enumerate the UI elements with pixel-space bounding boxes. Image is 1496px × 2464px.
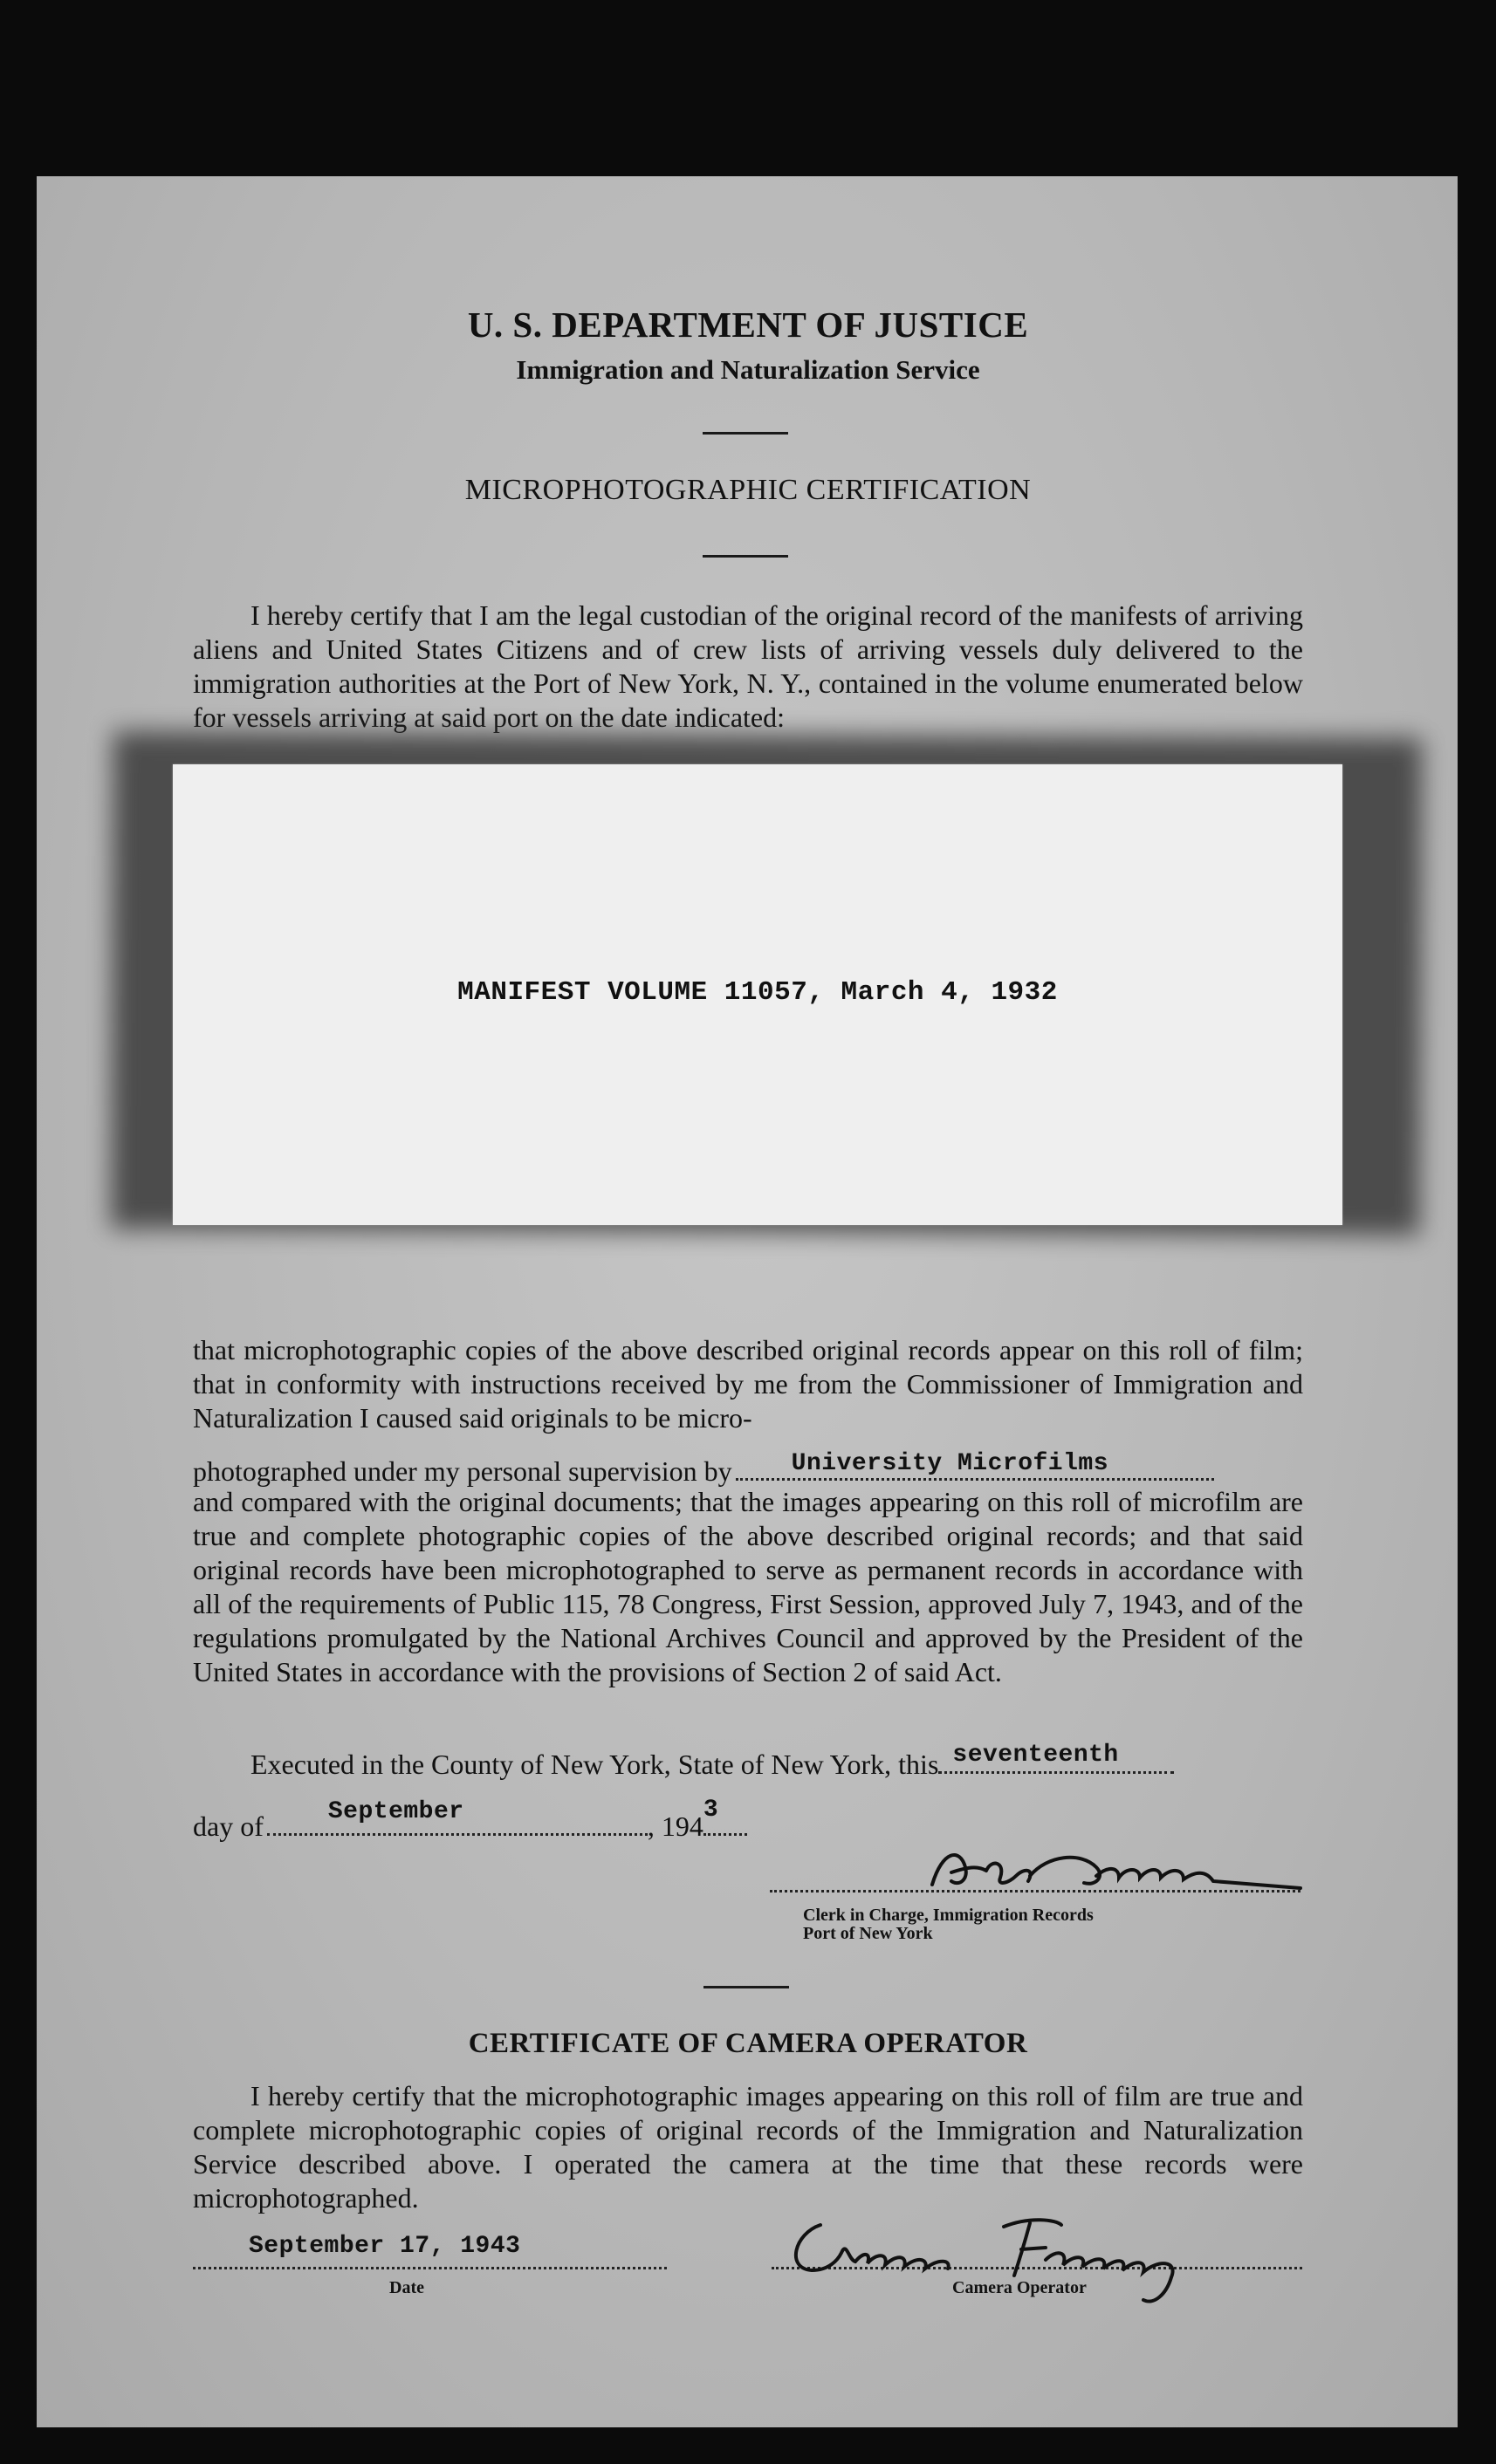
day-of-label: day of <box>193 1810 264 1842</box>
day-of-line <box>193 1797 747 1844</box>
photographed-by-field <box>736 1452 1214 1481</box>
manifest-volume-text: MANIFEST VOLUME 11057, March 4, 1932 <box>457 977 1058 1008</box>
header-divider <box>703 432 788 435</box>
month-field <box>267 1798 648 1836</box>
executed-label: Executed in the County of New York, State of New York, this <box>250 1749 939 1780</box>
intro-text: I hereby certify that I am the legal custodian of the original record of the manifests of arriving aliens and United States Citizens and of crew lists of arriving vessels duly delivered to the immigration authorities at the Port of New York, N. Y., contained in the volume enumerated below for vessels arriving at said port on the date indicated: <box>193 599 1303 733</box>
photographed-by-line <box>193 1452 1303 1489</box>
camera-certificate-title: CERTIFICATE OF CAMERA OPERATOR <box>468 2028 1028 2059</box>
camera-divider <box>703 1986 789 1988</box>
executed-day-value: seventeenth <box>952 1742 1119 1769</box>
photographed-by-label: photographed under my personal supervision by <box>193 1455 732 1487</box>
body-text-2: and compared with the original documents; that the images appearing on this roll of microfilm are true and complete photographic copies of the above described original records; and that said original records have been microphotographed to serve as permanent records in accordance with all of the requirements of Public 115, 78 Congress, First Session, approved July 7, 1943, and of the regulations promulgated by the National Archives Council and approved by the President of the United States in accordance with the provisions of Section 2 of said Act. <box>193 1486 1303 1687</box>
clerk-signature <box>925 1832 1309 1902</box>
year-field <box>703 1797 747 1836</box>
body-paragraph-part2 <box>193 1485 1303 1689</box>
certification-title: MICROPHOTOGRAPHIC CERTIFICATION <box>464 474 1032 506</box>
photographed-by-value: University Microfilms <box>791 1450 1109 1477</box>
manifest-slip <box>173 764 1342 1225</box>
camera-date-label: Date <box>389 2278 424 2297</box>
intro-paragraph <box>193 599 1303 735</box>
clerk-port: Port of New York <box>803 1924 933 1943</box>
camera-date-value: September 17, 1943 <box>249 2233 521 2260</box>
year-prefix: , 194 <box>647 1810 703 1842</box>
camera-paragraph <box>193 2079 1303 2215</box>
executed-day-field <box>938 1742 1174 1774</box>
month-value: September <box>327 1798 464 1825</box>
camera-operator-label: Camera Operator <box>952 2278 1087 2297</box>
executed-line <box>250 1742 1174 1782</box>
service-subtitle: Immigration and Naturalization Service <box>516 354 980 385</box>
year-digit: 3 <box>703 1797 719 1824</box>
body-text-1: that microphotographic copies of the above described original records appear on this roll of film; that in conformity with instructions received by me from the Commissioner of Immigration and Naturalization I caused said originals to be micro- <box>193 1334 1303 1434</box>
clerk-title: Clerk in Charge, Immigration Records <box>803 1906 1094 1925</box>
camera-text: I hereby certify that the microphotographic images appearing on this roll of film are true and complete microphotographic copies of original records of the Immigration and Naturalization Service described above. I operated the camera at the time that these records were microphotographed. <box>193 2080 1303 2214</box>
body-paragraph-part1 <box>193 1333 1303 1435</box>
title-divider <box>703 555 788 558</box>
department-title: U. S. DEPARTMENT OF JUSTICE <box>467 305 1029 345</box>
